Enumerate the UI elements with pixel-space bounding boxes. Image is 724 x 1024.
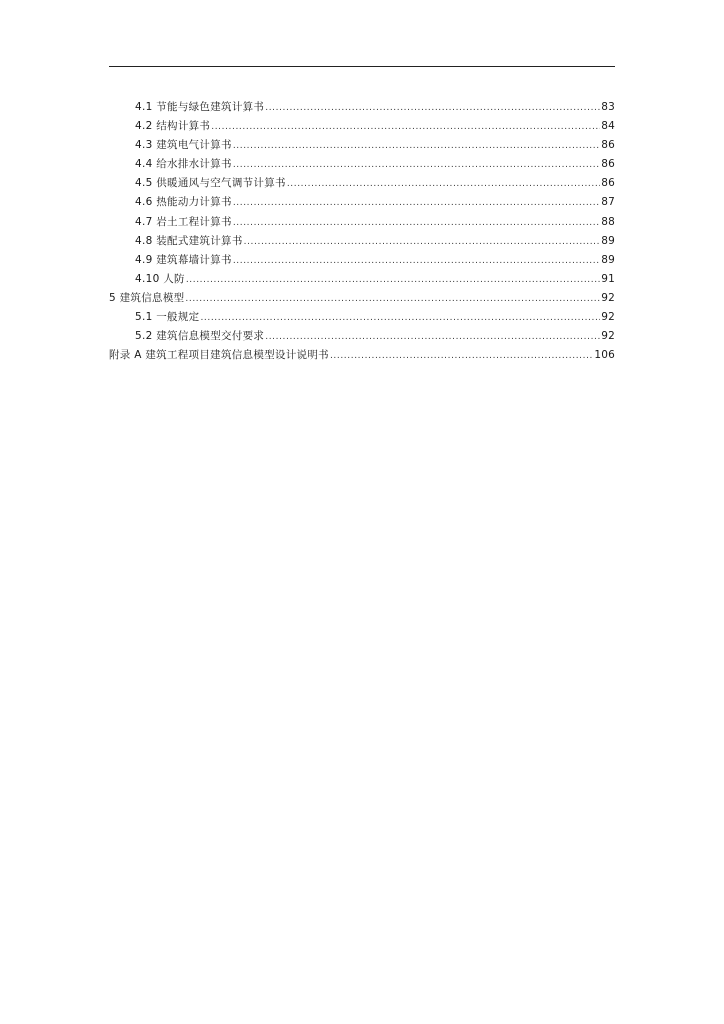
toc-entry-5-1[interactable]: [109, 308, 615, 327]
toc-page-number: 89: [601, 234, 615, 247]
toc-entry-title: 附录 A 建筑工程项目建筑信息模型设计说明书: [109, 349, 329, 362]
toc-page-number: 92: [601, 311, 615, 324]
toc-entry-5-2[interactable]: [109, 327, 615, 346]
toc-dot-leader: [200, 309, 600, 328]
table-of-contents: [109, 98, 615, 365]
toc-entry-title: 4.5 供暖通风与空气调节计算书: [135, 177, 286, 190]
toc-page-number: 88: [601, 215, 615, 228]
toc-entry-title: 4.1 节能与绿色建筑计算书: [135, 101, 265, 113]
toc-dot-leader: [233, 156, 600, 175]
toc-entry-4-10[interactable]: [109, 270, 615, 289]
toc-page-number: 86: [601, 139, 615, 152]
toc-entry-title: 4.9 建筑幕墙计算书: [135, 253, 232, 266]
toc-entry-5[interactable]: [109, 289, 615, 308]
toc-page-number: 84: [601, 120, 615, 133]
toc-entry-4-4[interactable]: [109, 155, 615, 174]
toc-entry-4-7[interactable]: [109, 213, 615, 232]
toc-page-number: 89: [601, 253, 615, 266]
toc-entry-4-2[interactable]: [109, 117, 615, 136]
toc-entry-title: 4.4 给水排水计算书: [135, 158, 232, 171]
toc-dot-leader: [233, 252, 600, 271]
toc-entry-title: 4.6 热能动力计算书: [135, 196, 232, 209]
toc-dot-leader: [233, 137, 600, 156]
toc-dot-leader: [186, 271, 600, 290]
toc-dot-leader: [233, 214, 600, 233]
toc-entry-title: 4.2 结构计算书: [135, 120, 211, 133]
toc-page-number: 86: [601, 177, 615, 190]
toc-entry-title: 4.10 人防: [135, 272, 185, 285]
toc-dot-leader: [211, 118, 600, 137]
toc-entry-4-6[interactable]: [109, 193, 615, 212]
toc-entry-title: 5.2 建筑信息模型交付要求: [135, 330, 265, 343]
toc-dot-leader: [287, 175, 600, 194]
toc-dot-leader: [244, 233, 601, 252]
toc-page-number: 86: [601, 158, 615, 171]
toc-dot-leader: [185, 290, 600, 309]
toc-entry-4-1[interactable]: [109, 98, 615, 117]
toc-dot-leader: [265, 99, 600, 118]
toc-entry-title: 4.8 装配式建筑计算书: [135, 234, 243, 247]
toc-page-number: 106: [594, 349, 615, 362]
toc-entry-title: 4.3 建筑电气计算书: [135, 139, 232, 152]
toc-entry-title: 4.7 岩土工程计算书: [135, 215, 232, 228]
toc-dot-leader: [330, 347, 593, 366]
toc-entry-4-8[interactable]: [109, 232, 615, 251]
toc-page-number: 92: [601, 291, 615, 304]
toc-page-number: 83: [601, 101, 615, 113]
toc-page-number: 92: [601, 330, 615, 343]
header-rule: [109, 66, 615, 67]
toc-page-number: 91: [601, 272, 615, 285]
toc-entry-4-9[interactable]: [109, 251, 615, 270]
toc-page-number: 87: [601, 196, 615, 209]
toc-entry-title: 5.1 一般规定: [135, 311, 200, 324]
toc-entry-4-5[interactable]: [109, 174, 615, 193]
toc-dot-leader: [265, 328, 600, 347]
toc-entry-appendix-a[interactable]: [109, 346, 615, 365]
toc-entry-title: 5 建筑信息模型: [109, 291, 185, 304]
toc-entry-4-3[interactable]: [109, 136, 615, 155]
toc-dot-leader: [233, 194, 600, 213]
